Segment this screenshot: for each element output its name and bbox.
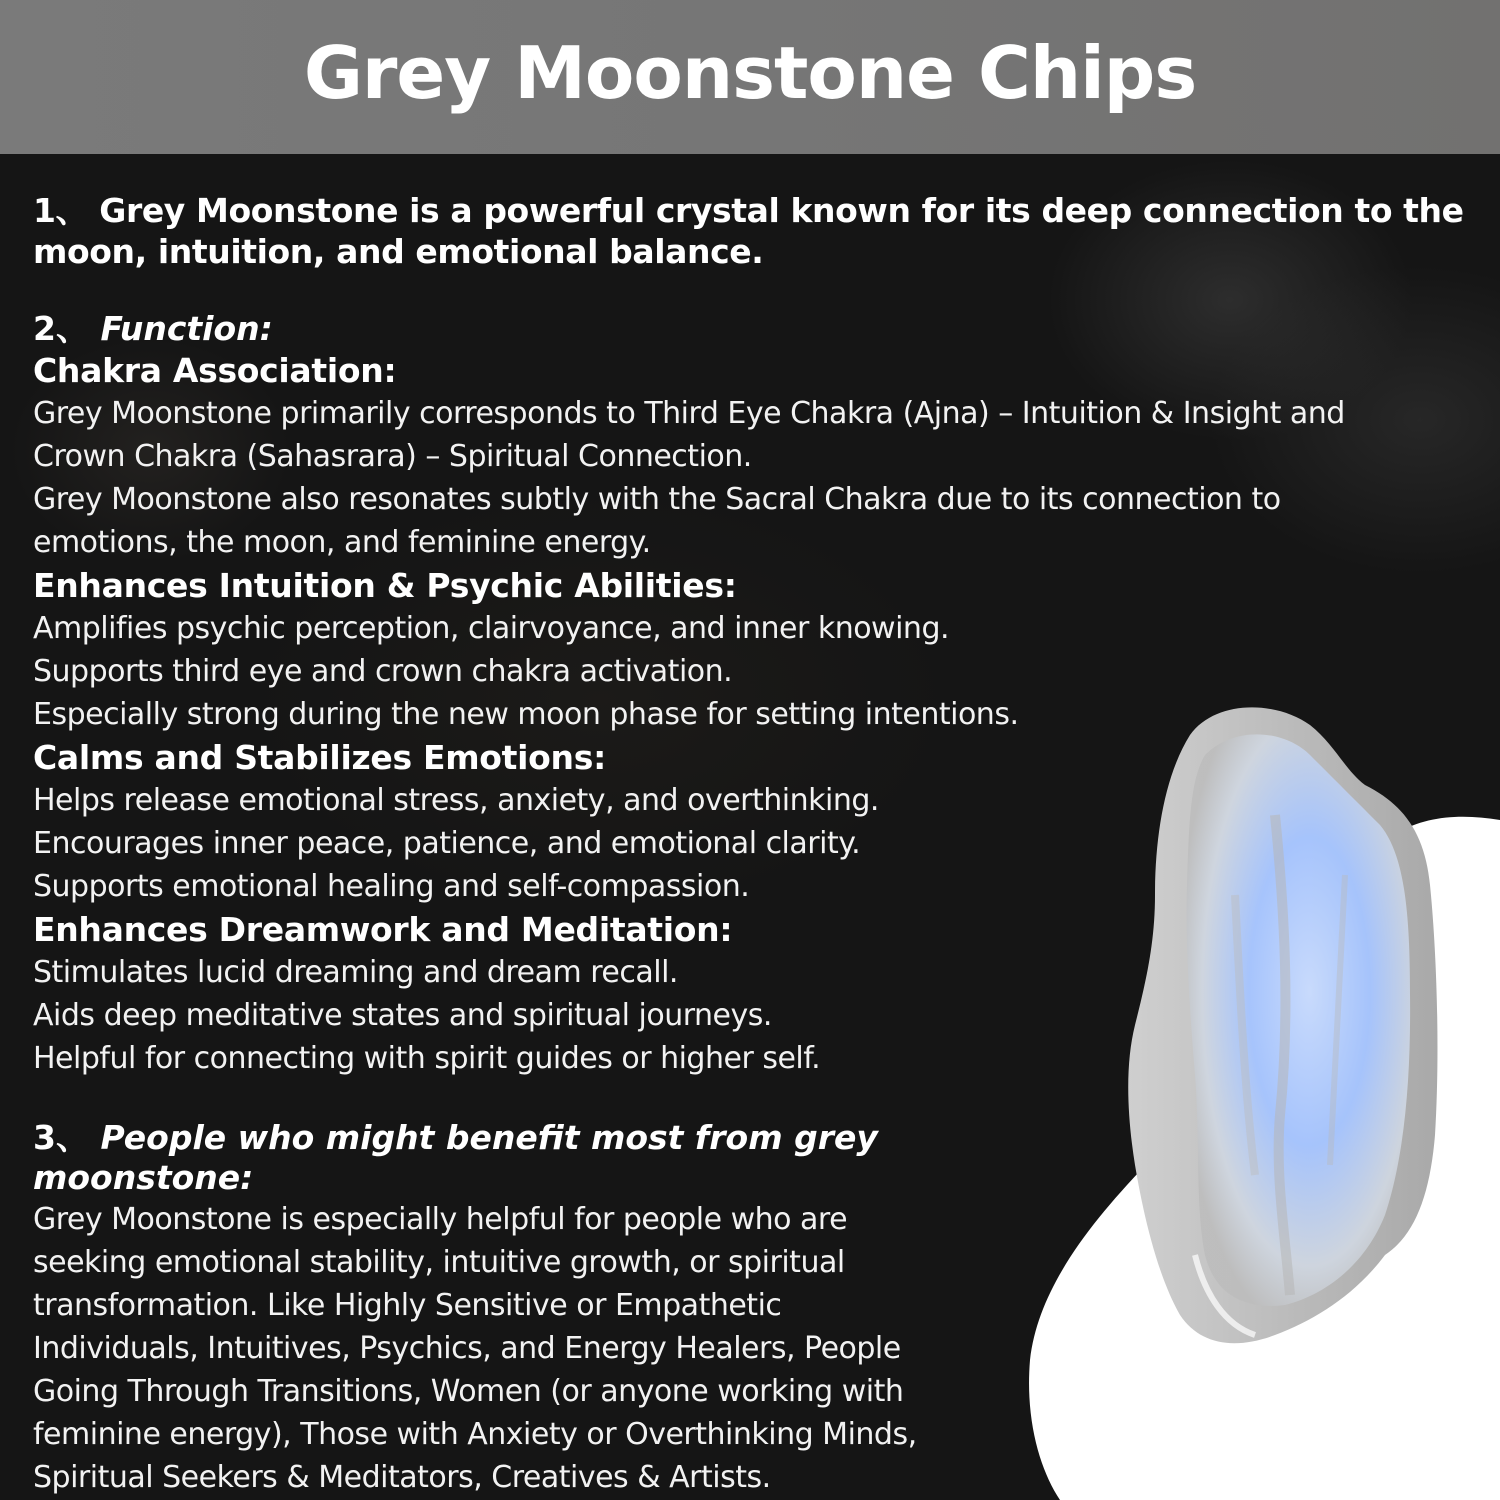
section-3 <box>33 1118 1033 1499</box>
page-title: Grey Moonstone Chips <box>303 31 1197 115</box>
section-3-line: seeking emotional stability, intuitive growth, or spiritual <box>33 1245 845 1280</box>
section-3-line: Spiritual Seekers & Meditators, Creatives & Artists. <box>33 1460 771 1495</box>
section-3-line: feminine energy), Those with Anxiety or Overthinking Minds, <box>33 1417 917 1452</box>
section-2-heading: 2、 Function: <box>33 309 273 348</box>
dreamwork-heading: Enhances Dreamwork and Meditation: <box>33 910 733 949</box>
section-3-number: 3、 <box>33 1118 89 1157</box>
section-1-number: 1、 <box>33 191 89 230</box>
section-1-line-2: moon, intuition, and emotional balance. <box>33 232 764 271</box>
chakra-line: emotions, the moon, and feminine energy. <box>33 525 651 560</box>
emotions-line: Encourages inner peace, patience, and emotional clarity. <box>33 826 861 861</box>
section-3-line: Going Through Transitions, Women (or anyone working with <box>33 1374 904 1409</box>
chakra-line: Grey Moonstone primarily corresponds to Third Eye Chakra (Ajna) – Intuition & Insight and <box>33 396 1345 431</box>
section-3-heading: 3、 People who might benefit most from grey moonstone: <box>33 1118 878 1197</box>
section-2 <box>33 309 1473 1080</box>
emotions-line: Helps release emotional stress, anxiety, and overthinking. <box>33 783 879 818</box>
section-3-line: Individuals, Intuitives, Psychics, and Energy Healers, People <box>33 1331 901 1366</box>
content <box>33 190 1473 1499</box>
section-3-line: transformation. Like Highly Sensitive or Empathetic <box>33 1288 782 1323</box>
chakra-association-heading: Chakra Association: <box>33 351 397 390</box>
emotions-heading: Calms and Stabilizes Emotions: <box>33 738 606 777</box>
section-3-line: Grey Moonstone is especially helpful for people who are <box>33 1202 848 1237</box>
emotions-line: Supports emotional healing and self-compassion. <box>33 869 750 904</box>
intuition-line: Supports third eye and crown chakra activation. <box>33 654 733 689</box>
section-1 <box>33 190 1473 272</box>
dreamwork-line: Aids deep meditative states and spiritual journeys. <box>33 998 772 1033</box>
intuition-heading: Enhances Intuition & Psychic Abilities: <box>33 566 737 605</box>
dreamwork-line: Stimulates lucid dreaming and dream recall. <box>33 955 678 990</box>
intuition-line: Amplifies psychic perception, clairvoyance, and inner knowing. <box>33 611 950 646</box>
section-2-number: 2、 <box>33 309 89 348</box>
chakra-line: Crown Chakra (Sahasrara) – Spiritual Connection. <box>33 439 752 474</box>
section-1-line-1: 1、 Grey Moonstone is a powerful crystal known for its deep connection to the <box>33 191 1464 230</box>
chakra-line: Grey Moonstone also resonates subtly with the Sacral Chakra due to its connection to <box>33 482 1281 517</box>
intuition-line: Especially strong during the new moon phase for setting intentions. <box>33 697 1019 732</box>
dreamwork-line: Helpful for connecting with spirit guides or higher self. <box>33 1041 821 1076</box>
page-header <box>0 0 1500 154</box>
